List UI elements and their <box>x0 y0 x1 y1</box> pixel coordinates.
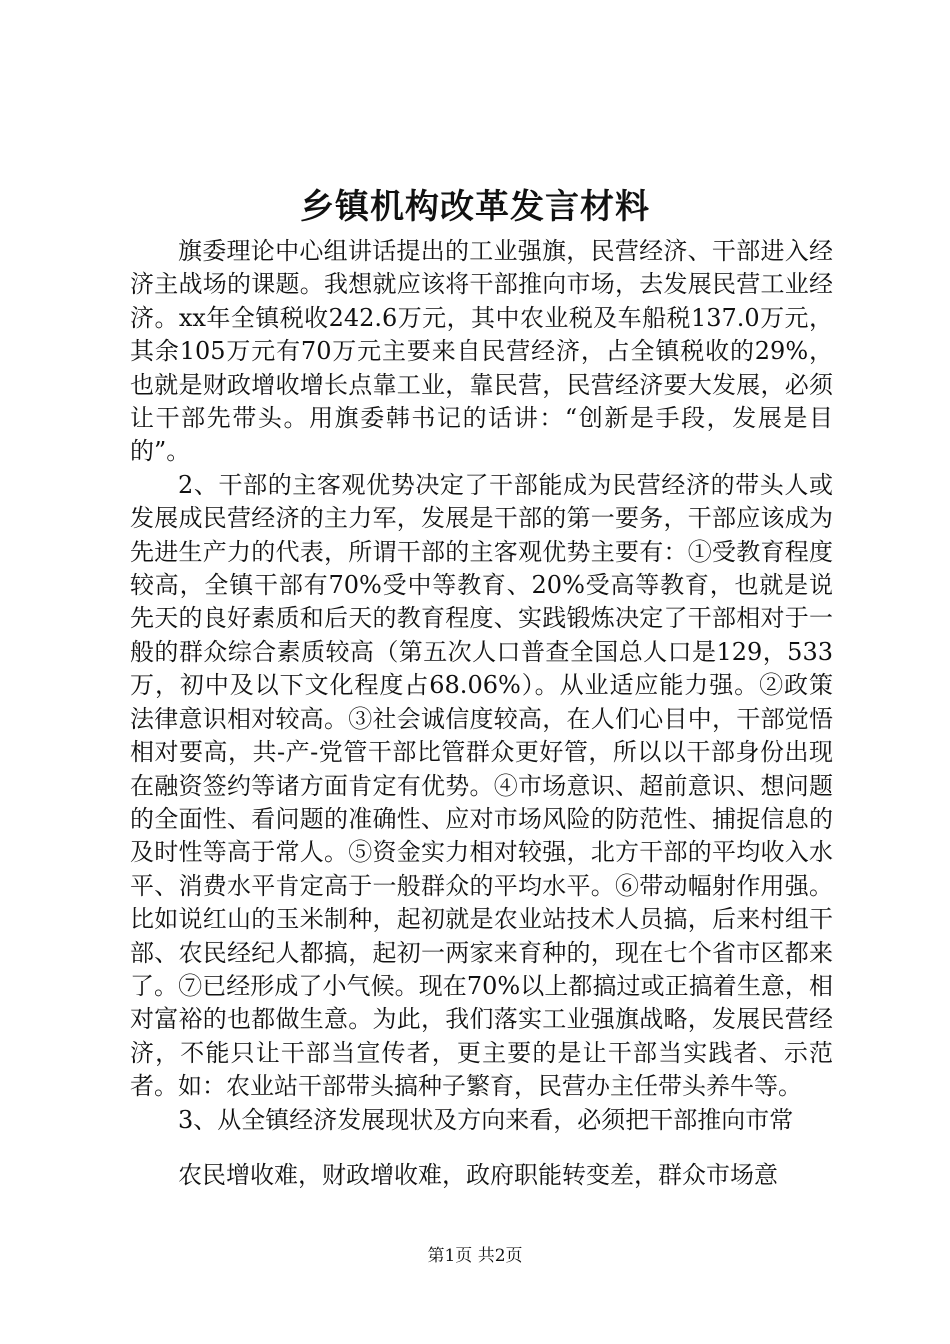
paragraph-2: 2、干部的主客观优势决定了干部能成为民营经济的带头人或发展成民营经济的主力军，发展是干部的第一要务，干部应该成为先进生产力的代表，所谓干部的主客观优势主要有：①受教育程度较高，全镇干部有70%受中等教育、20%受高等教育，也就是说先天的良好素质和后天的教育程度、实践锻炼决定了干部相对于一般的群众综合素质较高（第五次人口普查全国总人口是129，533万，初中及以下文化程度占68.06%）。从业适应能力强。②政策法律意识相对较高。③社会诚信度较高，在人们心目中，干部觉悟相对要高，共-产-党管干部比管群众更好管，所以以干部身份出现在融资签约等诸方面肯定有优势。④市场意识、超前意识、想问题的全面性、看问题的准确性、应对市场风险的防范性、捕捉信息的及时性等高于常人。⑤资金实力相对较强，北方干部的平均收入水平、消费水平肯定高于一般群众的平均水平。⑥带动幅射作用强。比如说红山的玉米制种，起初就是农业站技术人员搞，后来村组干部、农民经纪人都搞，起初一两家来育种的，现在七个省市区都来了。⑦已经形成了小气候。现在70%以上都搞过或正搞着生意，相对富裕的也都做生意。为此，我们落实工业强旗战略，发展民营经济，不能只让干部当宣传者，更主要的是让干部当实践者、示范者。如：农业站干部带头搞种子繁育，民营办主任带头养牛等。 <box>130 470 833 1101</box>
document-title: 乡镇机构改革发言材料 <box>300 187 650 227</box>
page-number-footer: 第1页 共2页 <box>427 1246 523 1266</box>
paragraph-4: 农民增收难，财政增收难，政府职能转变差，群众市场意 <box>178 1160 778 1189</box>
paragraph-3: 3、从全镇经济发展现状及方向来看，必须把干部推向市常 <box>178 1105 794 1134</box>
paragraph-1: 旗委理论中心组讲话提出的工业强旗，民营经济、干部进入经济主战场的课题。我想就应该将干部推向市场，去发展民营工业经济。xx年全镇税收242.6万元，其中农业税及车船税137.0万元，其余105万元有70万元主要来自民营经济，占全镇税收的29%，也就是财政增收增长点靠工业，靠民营，民营经济要大发展，必须让干部先带头。用旗委韩书记的话讲：“创新是手段，发展是目的”。 <box>130 237 833 466</box>
document-body <box>130 235 833 1192</box>
